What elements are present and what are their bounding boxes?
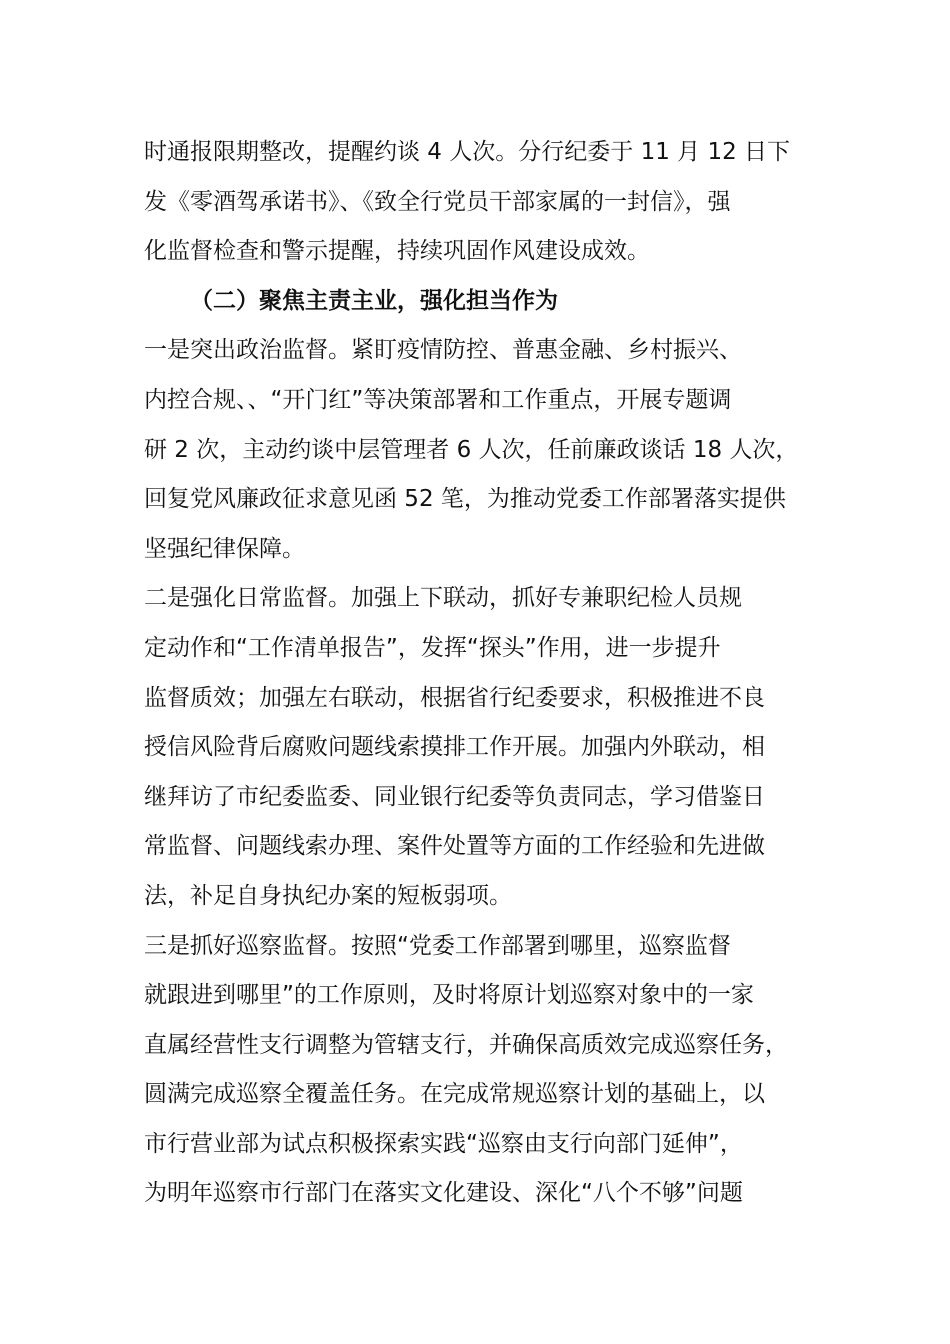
text-line: 时通报限期整改，提醒约谈 4 人次。分行纪委于 11 月 12 日下 — [144, 139, 791, 165]
text-line: 一是突出政治监督。紧盯疫情防控、普惠金融、乡村振兴、 — [144, 337, 742, 364]
text-line: 圆满完成巡察全覆盖任务。在完成常规巡察计划的基础上，以 — [144, 1081, 765, 1108]
text-line: 法，补足自身执纪办案的短板弱项。 — [144, 882, 512, 909]
document-body — [144, 128, 809, 1219]
text-line: 直属经营性支行调整为管辖支行，并确保高质效完成巡察任务， — [144, 1031, 788, 1058]
section-heading: （二）聚焦主责主业，强化担当作为 — [190, 287, 558, 314]
text-line: 为明年巡察市行部门在落实文化建设、深化“八个不够”问题 — [144, 1180, 743, 1207]
text-line: 坚强纪律保障。 — [144, 535, 305, 562]
text-line: 监督质效；加强左右联动，根据省行纪委要求，积极推进不良 — [144, 684, 765, 711]
text-line: 发《零酒驾承诺书》、《致全行党员干部家属的一封信》，强 — [144, 188, 731, 215]
text-line: 化监督检查和警示提醒，持续巩固作风建设成效。 — [144, 238, 650, 265]
text-line: 研 2 次，主动约谈中层管理者 6 人次，任前廉政谈话 18 人次， — [144, 436, 799, 463]
text-line: 授信风险背后腐败问题线索摸排工作开展。加强内外联动，相 — [144, 734, 765, 761]
text-line: 内控合规、、“开门红”等决策部署和工作重点，开展专题调 — [144, 386, 732, 413]
text-line: 常监督、问题线索办理、案件处置等方面的工作经验和先进做 — [144, 833, 765, 860]
text-line: 市行营业部为试点积极探索实践“巡察由支行向部门延伸”， — [144, 1130, 743, 1157]
text-line: 定动作和“工作清单报告”，发挥“探头”作用，进一步提升 — [144, 634, 721, 661]
text-line: 就跟进到哪里”的工作原则，及时将原计划巡察对象中的一家 — [144, 982, 754, 1009]
text-line: 继拜访了市纪委监委、同业银行纪委等负责同志，学习借鉴日 — [144, 783, 765, 810]
text-line: 二是强化日常监督。加强上下联动，抓好专兼职纪检人员规 — [144, 585, 742, 612]
text-line: 回复党风廉政征求意见函 52 笔，为推动党委工作部署落实提供 — [144, 486, 786, 513]
text-line: 三是抓好巡察监督。按照“党委工作部署到哪里，巡察监督 — [144, 932, 731, 959]
